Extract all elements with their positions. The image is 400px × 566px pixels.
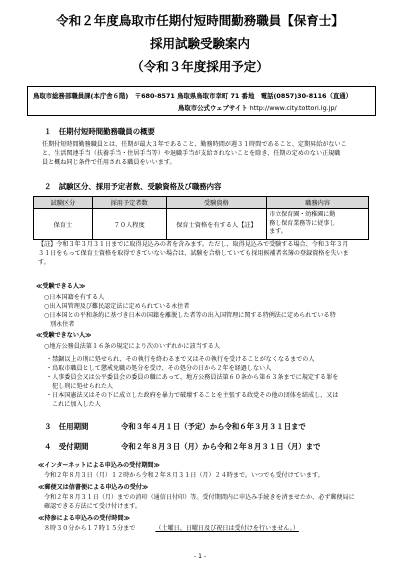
section1-line: と、生活関連手当（扶養手当・住居手当等）や退職手当が支給されないことを除き、任期の定めのない正規職 bbox=[42, 150, 341, 157]
section3-label: ３ 任用期間 bbox=[44, 422, 89, 431]
eligible-heading: ≪受験できる人≫ bbox=[36, 283, 86, 290]
contact-box bbox=[27, 86, 376, 116]
internet-text: 令和２年８月３日（月）１２時から令和２年８月３１日（月）２４時まで。いつでも受付けています。 bbox=[44, 472, 324, 479]
page-number: - 1 - bbox=[194, 553, 206, 560]
bring-heading: ≪持参による申込みの受付時間≫ bbox=[38, 515, 130, 522]
section2-heading: ２ 試験区分、採用予定者数、受験資格及び職務内容 bbox=[44, 182, 222, 191]
eligible-list bbox=[44, 293, 336, 329]
list-item: ・人事委員会又は公平委員会の委員の職にあって、地方公務員法第６０条から第６３条までに規定する罪を bbox=[46, 374, 339, 381]
bring-hours: ８時３０分から１７時１５分まで bbox=[44, 525, 136, 532]
document-title-line1: 令和２年度鳥取市任期付短時間勤務職員【保育士】 bbox=[56, 13, 344, 28]
list-item: ・鳥取市職員として懲戒免職の処分を受け、その処分の日から２年を経過しない人 bbox=[46, 365, 272, 372]
list-item: これに加入した人 bbox=[46, 401, 101, 408]
section4-label: ４ 受付期間 bbox=[44, 442, 89, 451]
note-line: 【註】令和３年３月３１日までに取得見込みの者を含みます。ただし、取得見込みで受験する場合、令和３年３月 bbox=[38, 241, 349, 248]
cell-count: ７０人程度 bbox=[92, 209, 166, 240]
contact-address: 鳥取市総務部職員課(本庁舎６階) 〒680-8571 鳥取県鳥取市幸町 71 番地 電話(0857)30-8116（直通） bbox=[33, 92, 353, 100]
website-link[interactable]: http://www.city.tottori.lg.jp/ bbox=[249, 104, 337, 112]
document-title-line3: （令和３年度採用予定） bbox=[131, 59, 269, 74]
ineligible-list bbox=[46, 355, 339, 409]
list-item: 犯し刑に処せられた人 bbox=[46, 383, 114, 390]
document-title-line2: 採用試験受験案内 bbox=[149, 36, 250, 51]
list-item: 別永住者 bbox=[44, 321, 75, 328]
mail-heading: ≪郵便又は信書便による申込みの受付≫ bbox=[38, 484, 149, 491]
section1-body bbox=[42, 140, 347, 167]
contact-website bbox=[178, 103, 337, 112]
list-item: ○出入国管理及び難民認定法に定められている永住者 bbox=[44, 303, 190, 310]
website-label: 鳥取市公式ウェブサイト bbox=[178, 104, 248, 112]
ineligible-heading: ≪受験できない人≫ bbox=[36, 332, 92, 339]
cell-duties bbox=[267, 209, 369, 240]
list-item: ○日本国籍を有する人 bbox=[44, 294, 105, 301]
col-header-category: 試験区分 bbox=[34, 197, 93, 209]
col-header-duties: 職務内容 bbox=[267, 197, 369, 209]
duties-line: ます。 bbox=[269, 228, 287, 236]
internet-heading: ≪インターネットによる申込みの受付期間≫ bbox=[38, 462, 160, 469]
bring-text bbox=[44, 524, 299, 533]
section1-heading: １ 任期付短時間勤務職員の概要 bbox=[44, 127, 155, 136]
cell-category: 保育士 bbox=[34, 209, 93, 240]
duties-line: 務し保育業務等に従事し bbox=[269, 219, 336, 227]
list-item: ・禁錮以上の刑に処せられ、その執行を終わるまで又はその執行を受けることがなくなるまでの人 bbox=[46, 356, 315, 363]
list-item: ・日本国憲法又はその下に成立した政府を暴力で破壊することを主張する政党その他の団体を結成し、又は bbox=[46, 392, 339, 399]
col-header-qualification: 受験資格 bbox=[166, 197, 267, 209]
duties-line: 市立保育園・幼稚園に勤 bbox=[269, 211, 336, 219]
note-line: ３１日をもって保育士資格を取得できていない場合は、試験を合格していても採用候補者名簿の登録資格を失いま bbox=[38, 250, 349, 257]
section4-value: 令和２年８月３日（月）から令和２年８月３１日（月）まで bbox=[121, 442, 321, 451]
table-row bbox=[34, 209, 369, 240]
note-line: す。 bbox=[38, 259, 50, 266]
mail-line: 確認できる方法にて受け付けます。 bbox=[44, 503, 142, 510]
ineligible-intro: ○地方公務員法第１６条の規定により次のいずれかに該当する人 bbox=[44, 343, 220, 350]
section1-line: 任期付短時間勤務職員とは、任期が最大３年であること、勤務時間が週３１時間であること、定期昇給がないこ bbox=[42, 141, 347, 148]
cell-qualification: 保育士資格を有する人【註】 bbox=[166, 209, 267, 240]
qualification-note bbox=[38, 240, 349, 267]
exam-table bbox=[33, 196, 369, 240]
section1-line: 員と概ね同じ条件で任用される職員をいいます。 bbox=[42, 159, 176, 166]
bring-note: （土曜日、日曜日及び祝日は受付けを行いません。） bbox=[155, 525, 299, 532]
table-header-row bbox=[34, 197, 369, 209]
list-item: ○日本国との平和条約に基づき日本の国籍を離脱した者等の出入国管理に関する特例法に定められている特 bbox=[44, 312, 336, 319]
mail-line: 令和２年８月３１日（月）までの消印（通信日付印）等。受付期間内に申込み手続きを済ませたか、必ず郵便局に bbox=[44, 494, 355, 501]
section3-value: 令和３年４月１日（予定）から令和６年３月３１日まで bbox=[121, 422, 306, 431]
mail-text bbox=[44, 493, 355, 511]
col-header-count: 採用予定者数 bbox=[92, 197, 166, 209]
